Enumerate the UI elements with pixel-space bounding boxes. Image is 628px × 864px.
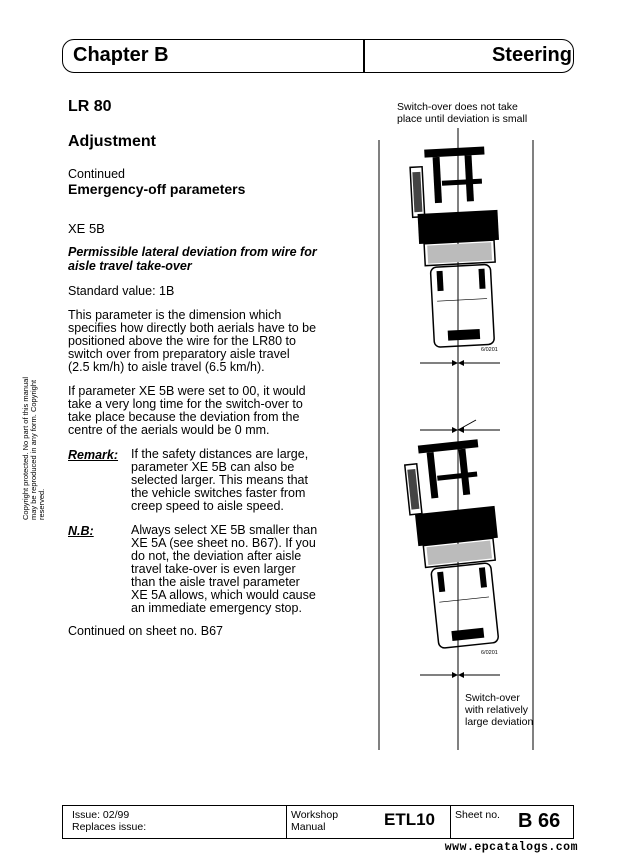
paragraph-line: switch over from preparatory aisle travel xyxy=(68,347,290,361)
nb-line: an immediate emergency stop. xyxy=(131,601,302,615)
mast xyxy=(418,210,499,244)
continued-on: Continued on sheet no. B67 xyxy=(68,624,223,638)
paragraph-line: centre of the aerials would be 0 mm. xyxy=(68,423,270,437)
param-description-line: Permissible lateral deviation from wire for xyxy=(68,245,317,259)
caption-line: place until deviation is small xyxy=(397,113,528,125)
paragraph-line: If parameter XE 5B were set to 00, it would xyxy=(68,384,306,398)
param-description xyxy=(68,245,317,273)
truck-bottom xyxy=(403,438,509,650)
footer-workshop xyxy=(291,809,338,833)
paragraph-1 xyxy=(68,309,316,374)
truck-top xyxy=(409,146,504,348)
caption-line: Switch-over does not take xyxy=(397,101,518,113)
nb-line: travel take-over is even larger xyxy=(131,562,296,576)
remark-line: selected larger. This means that xyxy=(131,473,308,487)
paragraph-2 xyxy=(68,385,306,437)
footer-replaces: Replaces issue: xyxy=(72,821,147,833)
remark-line: the vehicle switches faster from xyxy=(131,486,306,500)
standard-value: Standard value: 1B xyxy=(68,284,175,298)
nb-line: do not, the deviation after aisle xyxy=(131,549,302,563)
remark-label: Remark: xyxy=(68,448,119,462)
footer-issue: Issue: 02/99 xyxy=(72,809,130,821)
footer-sheet-number: B 66 xyxy=(518,810,561,832)
chapter-label: Chapter B xyxy=(73,44,169,66)
nb-line: XE 5A allows, which would cause xyxy=(131,588,316,602)
header-divider xyxy=(363,39,365,73)
copyright-line: may be reproduced in any form. Copyright xyxy=(29,379,38,520)
footer-divider xyxy=(286,805,287,839)
copyright-note xyxy=(22,330,46,520)
truck-diagram xyxy=(360,120,560,760)
param-description-line: aisle travel take-over xyxy=(68,259,192,273)
nb-label: N.B: xyxy=(68,524,94,538)
figure-code-top: 6/0201 xyxy=(481,347,498,353)
topic-heading: Emergency-off parameters xyxy=(68,181,246,197)
paragraph-line: specifies how directly both aerials have to be xyxy=(68,321,317,335)
caption-line: Switch-over xyxy=(465,692,520,704)
paragraph-line: This parameter is the dimension which xyxy=(68,308,282,322)
section-label: Steering xyxy=(491,44,572,66)
paragraph-line: take place because the deviation from the xyxy=(68,410,300,424)
caption-line: large deviation xyxy=(465,716,534,728)
copyright-line: reserved. xyxy=(37,488,46,520)
nb-text xyxy=(131,524,317,615)
nb-line: than the aisle travel parameter xyxy=(131,575,300,589)
figure-code-bottom: 6/0201 xyxy=(481,650,498,656)
footer-workshop-line: Manual xyxy=(291,821,326,833)
footer-model: ETL10 xyxy=(384,810,436,829)
model-title: LR 80 xyxy=(68,98,112,115)
remark-line: creep speed to aisle speed. xyxy=(131,499,284,513)
paragraph-line: positioned above the wire for the LR80 to xyxy=(68,334,296,348)
footer-divider xyxy=(450,805,451,839)
fork-carriage xyxy=(424,146,484,157)
paragraph-line: take a very long time for the switch-over to xyxy=(68,397,303,411)
paragraph-line: (2.5 km/h) to aisle travel (6.5 km/h). xyxy=(68,360,265,374)
nb-line: XE 5A (see sheet no. B67). If you xyxy=(131,536,316,550)
caption-line: with relatively xyxy=(465,704,529,716)
remark-text xyxy=(131,448,308,513)
remark-line: parameter XE 5B can also be xyxy=(131,460,295,474)
footer-workshop-line: Workshop xyxy=(291,809,339,821)
watermark: www.epcatalogs.com xyxy=(444,841,578,854)
fork-right xyxy=(465,155,474,201)
footer-sheet-label: Sheet no. xyxy=(455,809,500,821)
copyright-line: Copyright protected. No part of this manual xyxy=(21,377,30,520)
nb-line: Always select XE 5B smaller than xyxy=(131,523,318,537)
continued-label: Continued xyxy=(68,167,125,181)
fork-left xyxy=(433,157,442,203)
page-title: Adjustment xyxy=(68,133,156,150)
param-name: XE 5B xyxy=(68,221,105,236)
remark-line: If the safety distances are large, xyxy=(131,447,309,461)
